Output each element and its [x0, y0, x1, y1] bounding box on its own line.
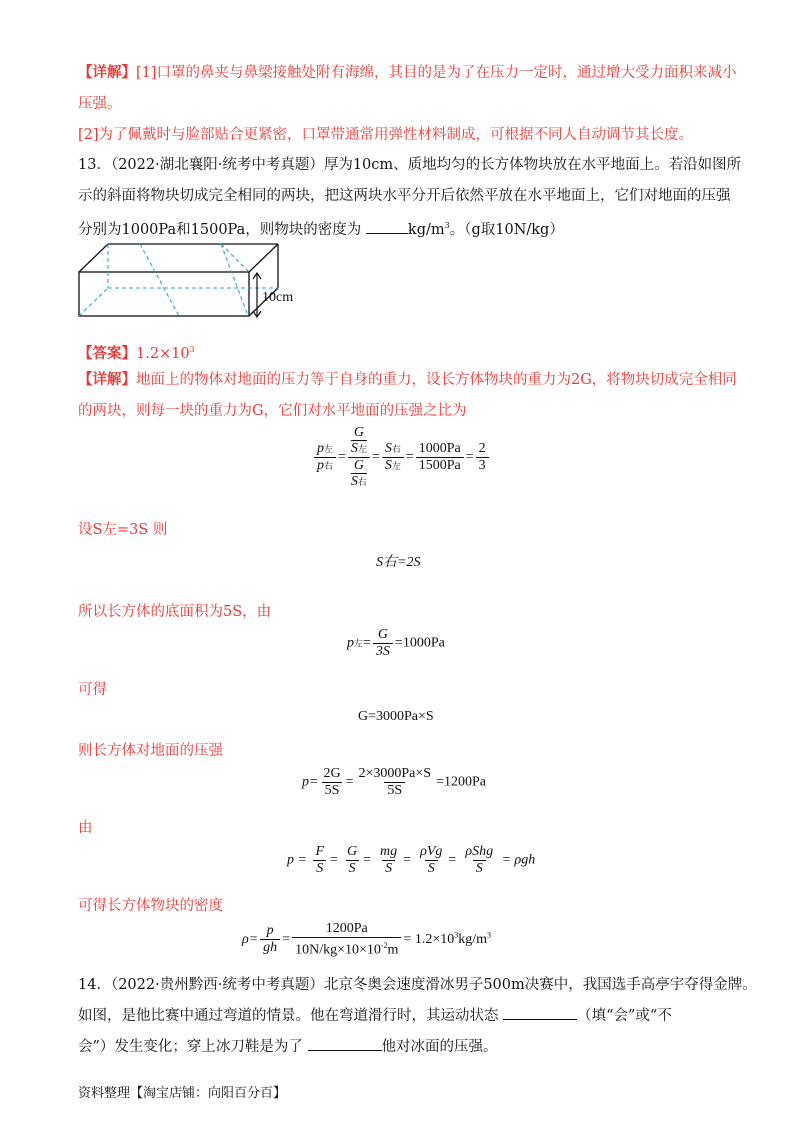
ratio-formula: $\frac{\text{p左}}{\text{p右}}$ = G S左 G S右 = $\frac{\text{S右}}{\text{S左}}$ = $\frac{1000Pa}{1500Pa}$ = $\frac{2}{3}$ [312, 425, 491, 490]
q14-text-3-tail: 他对冰面的压强。 [381, 1039, 498, 1055]
question-14-line-3 [78, 1037, 498, 1057]
box-front-face [79, 272, 249, 316]
s-right-eq: S右=2S [376, 555, 421, 570]
answer-exp: 3 [189, 345, 195, 354]
q13-text: 分别为1000Pa和1500Pa，则物块的密度为 [78, 221, 366, 238]
q14-text-2: 如图，是他比赛中通过弯道的情景。他在弯道滑行时，其运动状态 [78, 1008, 504, 1024]
answer-blank-1[interactable] [503, 1019, 577, 1020]
explanation-line-1 [78, 63, 737, 83]
unit: kg/m [407, 221, 445, 238]
detail-line-2: 的两块，则每一块的重力为G，它们对水平地面的压强之比为 [78, 403, 467, 419]
q13-tail: 。（g取10N/kg） [449, 221, 564, 238]
explanation-text: [1]口罩的鼻夹与鼻梁接触处附有海绵，其目的是为了在压力一定时，通过增大受力面积来减小 [136, 65, 737, 81]
detail-line-1 [78, 370, 737, 390]
detail-text-1: 地面上的物体对地面的压力等于自身的重力，设长方体物块的重力为2G，将物块切成完全相同 [136, 372, 737, 388]
answer-tag: 【答案】 [78, 344, 136, 362]
density-line: 可得长方体物块的密度 [78, 898, 223, 914]
explanation-tag: 【详解】 [78, 64, 136, 81]
p-total-formula: p= $\frac{2G}{5S}$ = $\frac{2\times 3000Pa\times S}{5S}$ =1200Pa [302, 766, 486, 798]
answer-blank-2[interactable] [308, 1050, 382, 1051]
question-13-line-2: 示的斜面将物块切成完全相同的两块，把这两块水平分开后依然平放在水平地面上，它们对地面的压强 [78, 188, 731, 204]
value-ratio: $\frac{1000Pa}{1500Pa}$ [416, 441, 464, 474]
answer-line [78, 340, 195, 364]
set-s-line: 设S左=3S 则 [78, 522, 168, 538]
question-14-line-2 [78, 1006, 672, 1026]
g-equation: G=3000Pa×S [358, 709, 434, 724]
question-13-line-3 [78, 216, 564, 240]
compound-fraction: G S左 G S右 [348, 425, 370, 490]
q14-text-3: 会”）发生变化；穿上冰刀鞋是为了 [78, 1039, 308, 1055]
answer-value: 1.2×10 [136, 345, 190, 362]
q14-text-2-tail: （填“会”或“不 [577, 1008, 672, 1024]
density-formula: ρ= $\frac{p}{gh}$ = $\frac{1200Pa}{10N/kg\times 10\times 10^{-2}m}$ = $1.2\times 10^3kg/m^3$ [242, 921, 492, 958]
cut-lines [79, 244, 278, 316]
p-left-formula: p左= $\frac{G}{3S}$ =1000Pa [347, 627, 445, 659]
explanation-line-2: 压强。 [78, 96, 122, 112]
dimension-label: 10cm [262, 290, 294, 305]
footer-text: 资料整理【淘宝店铺：向阳百分百】 [78, 1086, 287, 1101]
explanation-line-3: [2]为了佩戴时与脸部贴合更紧密，口罩带通常用弹性材料制成，可根据不同人自动调节其长度。 [78, 127, 694, 143]
base-area-line: 所以长方体的底面积为5S，由 [78, 604, 272, 620]
question-13-line-1: 13．（2022·湖北襄阳·统考中考真题）厚为10cm、质地均匀的长方体物块放在水平地面上。若沿如图所 [78, 157, 742, 173]
question-14-line-1: 14．（2022·贵州黔西·统考中考真题）北京冬奥会速度滑冰男子500m决赛中，我国选手高亭宇夺得金牌。 [78, 977, 757, 993]
kede-line: 可得 [78, 682, 107, 698]
s-ratio: $\frac{\text{S右}}{\text{S左}}$ [382, 441, 404, 474]
pressure-line: 则长方体对地面的压强 [78, 743, 223, 759]
answer-blank[interactable] [366, 233, 408, 234]
p-ratio: $\frac{\text{p左}}{\text{p右}}$ [314, 441, 336, 474]
detail-tag: 【详解】 [78, 371, 136, 388]
unit-exp: 3 [444, 221, 450, 230]
you-line: 由 [78, 820, 93, 836]
p-chain-formula: p = $\frac{F}{S}$ = $\frac{G}{S}$ = $\frac{mg}{S}$ = $\frac{\text{ρVg}}{S}$ = $\frac{\text{ρShg}}{S}$ = ρgh [287, 844, 536, 876]
result-ratio: $\frac{2}{3}$ [476, 441, 489, 474]
